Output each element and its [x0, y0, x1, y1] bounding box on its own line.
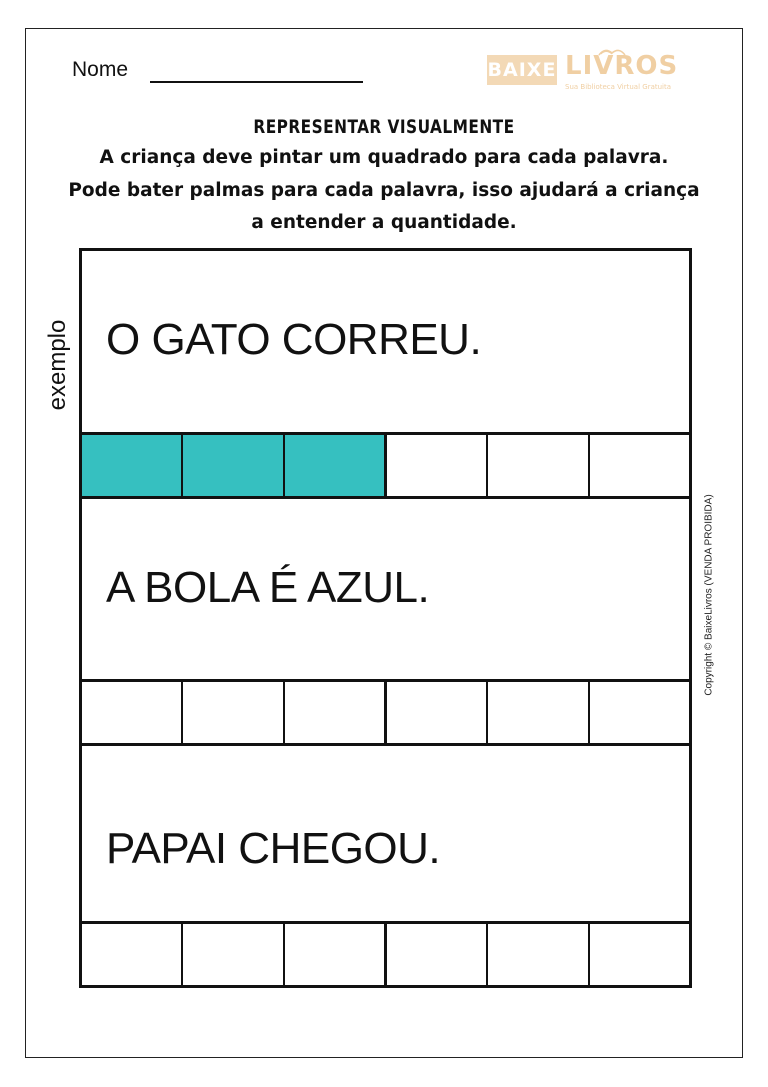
word-box[interactable]: [285, 924, 387, 988]
name-label: Nome: [72, 58, 129, 81]
copyright-text: Copyright © BaixeLivros (VENDA PROIBIDA): [703, 494, 715, 696]
copyright-notice: [700, 480, 718, 710]
word-box[interactable]: [387, 924, 488, 988]
instruction-line-2: Pode bater palmas para cada palavra, isso ajudará a criança: [68, 180, 700, 201]
instruction-line-3: a entender a quantidade.: [251, 212, 517, 233]
box-row-1: [82, 435, 689, 499]
word-box[interactable]: [82, 435, 183, 496]
box-row-3: [82, 924, 689, 988]
baixe-livros-logo: [487, 45, 679, 95]
instruction-line-1: A criança deve pintar um quadrado para cada palavra.: [99, 147, 669, 168]
name-input-line[interactable]: [150, 81, 363, 83]
sentence-1: O GATO CORREU.: [106, 315, 482, 364]
sentence-3: PAPAI CHEGOU.: [106, 824, 441, 873]
example-label-text: exemplo: [44, 319, 71, 411]
sentence-2: A BOLA É AZUL.: [106, 563, 430, 612]
sentence-block-3: [82, 746, 689, 924]
word-box[interactable]: [183, 435, 284, 496]
word-box[interactable]: [82, 924, 183, 988]
word-box[interactable]: [183, 924, 284, 988]
word-box[interactable]: [285, 682, 387, 743]
word-box[interactable]: [488, 682, 589, 743]
word-box[interactable]: [590, 682, 689, 743]
exercise-grid: [79, 248, 692, 988]
worksheet-title: REPRESENTAR VISUALMENTE: [253, 116, 515, 138]
word-box[interactable]: [590, 435, 689, 496]
sentence-block-1: [82, 251, 689, 435]
word-box[interactable]: [590, 924, 689, 988]
word-box[interactable]: [285, 435, 387, 496]
word-box[interactable]: [82, 682, 183, 743]
word-box[interactable]: [387, 435, 488, 496]
word-box[interactable]: [488, 435, 589, 496]
logo-word: LIVROS: [565, 51, 679, 81]
word-box[interactable]: [488, 924, 589, 988]
logo-badge: BAIXE: [487, 55, 557, 85]
logo-tagline: Sua Biblioteca Virtual Gratuita: [565, 83, 672, 91]
box-row-2: [82, 682, 689, 746]
word-box[interactable]: [183, 682, 284, 743]
word-box[interactable]: [387, 682, 488, 743]
sentence-block-2: [82, 499, 689, 682]
example-label: [38, 310, 78, 420]
